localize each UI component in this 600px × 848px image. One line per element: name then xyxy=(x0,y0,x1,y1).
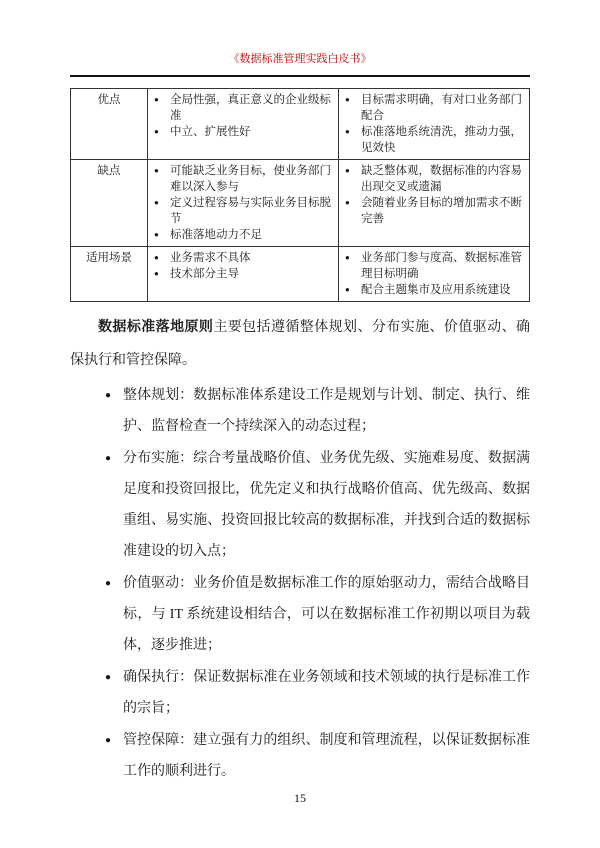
cell-text: 技术部分主导 xyxy=(170,268,239,280)
header-divider xyxy=(70,75,530,77)
list-item xyxy=(152,92,334,124)
list-item xyxy=(343,163,525,195)
cell-text: 业务需求不具体 xyxy=(170,252,251,264)
bullet-icon: ● xyxy=(345,95,350,104)
bullet-icon: ● xyxy=(345,166,350,175)
row-label: 优点 xyxy=(71,89,148,160)
bullet-icon: ● xyxy=(154,127,159,136)
list-item xyxy=(105,662,530,724)
principle-text: 分布实施：综合考量战略价值、业务优先级、实施难易度、数据满足度和投资回报比，优先定义和执行战略价值高、优先级高、数据重组、易实施、投资回报比较高的数据标准，并找到合适的数据标准建设的切入点； xyxy=(123,451,530,559)
row-label: 缺点 xyxy=(71,160,148,247)
paragraph-text: 主要包括遵循整体规划、分布实施、价值驱动、确保执行和管控保障。 xyxy=(70,320,531,368)
bullet-icon: ● xyxy=(105,578,112,589)
principles-list xyxy=(105,380,530,787)
list-item xyxy=(152,227,334,243)
row-label: 适用场景 xyxy=(71,247,148,302)
cell-text: 会随着业务目标的增加需求不断完善 xyxy=(361,197,522,225)
list-item xyxy=(105,380,530,442)
bullet-icon: ● xyxy=(154,253,159,262)
bullet-icon: ● xyxy=(105,390,112,401)
list-item xyxy=(343,124,525,156)
bullet-icon: ● xyxy=(154,198,159,207)
cell-text: 定义过程容易与实际业务目标脱节 xyxy=(170,197,331,225)
list-item xyxy=(152,195,334,227)
paragraph-lead: 数据标准落地原则 xyxy=(98,320,214,335)
principle-text: 确保执行：保证数据标准在业务领域和技术领域的执行是标准工作的宗旨； xyxy=(123,670,530,716)
bullet-icon: ● xyxy=(345,198,350,207)
bullet-icon: ● xyxy=(105,453,112,464)
cell-text: 全局性强，真正意义的企业级标准 xyxy=(170,94,331,122)
list-item xyxy=(105,725,530,787)
bullet-icon: ● xyxy=(345,127,350,136)
principle-text: 整体规划：数据标准体系建设工作是规划与计划、制定、执行、维护、监督检查一个持续深入的动态过程； xyxy=(123,388,530,434)
cell-text: 业务部门参与度高、数据标准管理目标明确 xyxy=(361,252,522,280)
cell-text: 中立、扩展性好 xyxy=(170,126,251,138)
table-cell xyxy=(148,160,339,247)
list-item xyxy=(152,124,334,140)
list-item xyxy=(105,443,530,567)
list-item xyxy=(343,282,525,298)
table-cell xyxy=(148,247,339,302)
header-title: 《数据标准管理实践白皮书》 xyxy=(228,53,372,65)
table-row xyxy=(71,247,530,302)
list-item xyxy=(105,568,530,661)
bullet-icon: ● xyxy=(345,285,350,294)
cell-text: 标准落地系统清洗，推动力强，见效快 xyxy=(361,126,522,154)
principle-text: 管控保障：建立强有力的组织、制度和管理流程，以保证数据标准工作的顺利进行。 xyxy=(123,733,530,779)
bullet-icon: ● xyxy=(154,230,159,239)
table-cell xyxy=(339,160,530,247)
bullet-icon: ● xyxy=(345,253,350,262)
bullet-icon: ● xyxy=(154,269,159,278)
table-cell xyxy=(148,89,339,160)
list-item xyxy=(343,195,525,227)
comparison-table xyxy=(70,88,530,302)
bullet-icon: ● xyxy=(105,735,112,746)
list-item xyxy=(343,250,525,282)
intro-paragraph xyxy=(70,311,530,377)
list-item xyxy=(152,250,334,266)
list-item xyxy=(152,266,334,282)
bullet-icon: ● xyxy=(105,672,112,683)
bullet-icon: ● xyxy=(154,95,159,104)
cell-text: 标准落地动力不足 xyxy=(170,229,262,241)
table-row xyxy=(71,160,530,247)
cell-text: 目标需求明确，有对口业务部门配合 xyxy=(361,94,522,122)
cell-text: 配合主题集市及应用系统建设 xyxy=(361,284,511,296)
list-item xyxy=(152,163,334,195)
cell-text: 缺乏整体观，数据标准的内容易出现交叉或遗漏 xyxy=(361,165,522,193)
table-cell xyxy=(339,89,530,160)
table-row xyxy=(71,89,530,160)
list-item xyxy=(343,92,525,124)
bullet-icon: ● xyxy=(154,166,159,175)
cell-text: 可能缺乏业务目标，使业务部门难以深入参与 xyxy=(170,165,331,193)
principle-text: 价值驱动：业务价值是数据标准工作的原始驱动力，需结合战略目标，与 IT 系统建设相结合，可以在数据标准工作初期以项目为载体，逐步推进； xyxy=(123,576,530,653)
page-number: 15 xyxy=(294,791,306,805)
table-cell xyxy=(339,247,530,302)
